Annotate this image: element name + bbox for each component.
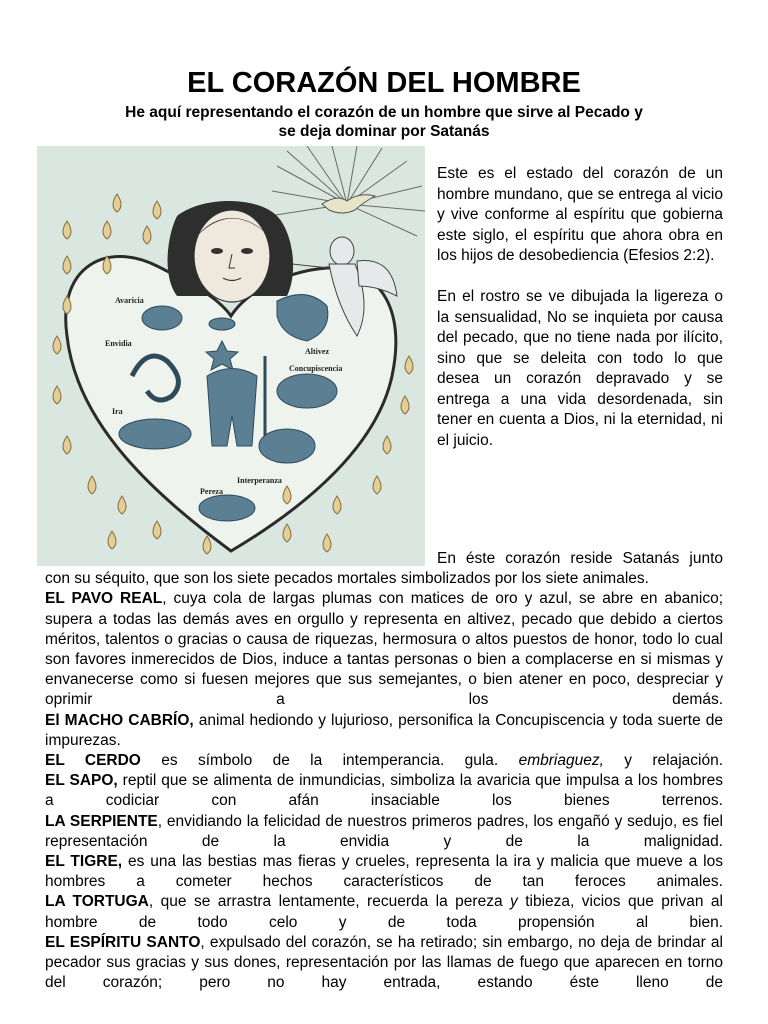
intro-paragraph: En éste corazón reside Satanás junto con su séquito, que son los siete pecados mortales simbolizados por los siete animales. [45, 550, 723, 588]
label-concupiscencia: Concupiscencia [289, 364, 343, 373]
espiritu-text: , expulsado del corazón, se ha retirado; sin embargo, no deja de brindar al pecador sus gracias y sus dones, representación por las llamas de fuego que aparecen en torno del corazón; pero no hay entrada, estando éste lleno de [45, 933, 723, 992]
sapo-paragraph [45, 771, 723, 811]
side-column [437, 164, 723, 472]
flame-icon [383, 436, 391, 454]
flame-icon [401, 396, 409, 414]
flame-icon [63, 256, 71, 274]
tortuga-text-2: tibieza, vicios que privan al hombre de todo celo y de toda propensión al bien. [45, 893, 723, 931]
serpiente-term: LA SERPIENTE [45, 812, 158, 830]
heart-drawing [37, 146, 425, 566]
pavo-term: EL PAVO REAL [45, 590, 163, 608]
dove-rays [269, 146, 425, 236]
flame-icon [108, 531, 116, 549]
flame-icon [53, 386, 61, 404]
macho-text: animal hediondo y lujurioso, personifica la Concupiscencia y toda suerte de impurezas. [45, 711, 724, 749]
flame-icon [405, 356, 413, 374]
sapo-text: reptil que se alimenta de inmundicias, simboliza la avaricia que impulsa a los hombres a codiciar con afán insaciable los bienes terrenos. [45, 772, 723, 810]
label-avaricia: Avaricia [115, 296, 144, 305]
label-interperanza: Interperanza [237, 476, 282, 485]
side-paragraph-1: Este es el estado del corazón de un hombre mundano, que se entrega al vicio y vive conforme al espíritu que gobierna este siglo, el espíritu que ahora obra en los hijos de desobediencia (Efesios 2:2). [437, 165, 723, 264]
label-envidia: Envidia [105, 339, 132, 348]
pavo-text: , cuya cola de largas plumas con matices de oro y azul, se abre en abanico; supera a todas las demás aves en orgullo y representa en altivez, pecado que debido a ciertos méritos, talentos o gracias o causa de riquezas, hermosura o altos puestos de honor, todo lo cual son favores inmerecidos de Dios, induce a tantas personas o bien a complacerse en si mismas y envanecerse como si fuesen mejores que sus semejantes, o bien atener en poco, despreciar y oprimir a los demás. [45, 590, 723, 709]
flame-icon [153, 201, 161, 219]
tortuga-italic: y [510, 893, 518, 911]
tigre-term: EL TIGRE, [45, 853, 123, 871]
serpiente-text: , envidiando la felicidad de nuestros primeros padres, los engañó y sedujo, es fiel representación de la envidia y de la malignidad. [45, 812, 723, 850]
tortuga-term: LA TORTUGA [45, 893, 149, 911]
flame-icon [63, 221, 71, 239]
sapo-term: EL SAPO, [45, 772, 118, 790]
head-figure [168, 201, 294, 302]
flame-icon [118, 496, 126, 514]
tigre-text: es una las bestias mas fieras y crueles, representa la ira y malicia que mueve a los hombres a cometer hechos característicos de tan feroces animales. [45, 853, 723, 891]
flame-icon [283, 524, 291, 542]
flame-icon [113, 194, 121, 212]
page-subtitle: He aquí representando el corazón de un hombre que sirve al Pecado y se deja dominar por Satanás [125, 104, 643, 140]
toad-icon [142, 306, 182, 330]
pavo-paragraph [45, 589, 723, 710]
cerdo-text-2: y relajación. [603, 752, 724, 770]
eye-icon [209, 318, 235, 330]
turtle-icon [199, 495, 255, 521]
flame-icon [88, 476, 96, 494]
body-column [45, 549, 723, 993]
flame-icon [103, 221, 111, 239]
flame-icon [373, 476, 381, 494]
label-altivez: Altivez [305, 347, 329, 356]
cerdo-paragraph [45, 751, 723, 771]
tigre-paragraph [45, 852, 723, 892]
tortuga-paragraph [45, 892, 723, 932]
page-title: EL CORAZÓN DEL HOMBRE [187, 67, 581, 99]
label-pereza: Pereza [200, 487, 223, 496]
tortuga-text: , que se arrastra lentamente, recuerda la pereza [148, 893, 511, 911]
macho-paragraph [45, 711, 723, 751]
espiritu-term: EL ESPÍRITU SANTO [45, 933, 201, 951]
flame-icon [63, 436, 71, 454]
pig-icon [259, 429, 315, 463]
cerdo-text: es símbolo de la intemperancia. gula. [140, 752, 519, 770]
flame-icon [53, 336, 61, 354]
espiritu-paragraph [45, 933, 723, 994]
heart-illustration [37, 146, 425, 566]
label-ira: Ira [112, 407, 123, 416]
flame-icon [153, 521, 161, 539]
goat-icon [277, 374, 337, 408]
serpiente-paragraph [45, 812, 723, 852]
flame-icon [333, 496, 341, 514]
side-paragraph-2: En el rostro se ve dibujada la ligereza o la sensualidad, No se inquieta por causa del pecado, que no tiene nada por ilícito, sino que se deleita con todo lo que desea un corazón depravado y se entrega a una vida desordenada, sin tener en cuenta a Dios, ni la eternidad, ni el juicio. [437, 288, 723, 449]
macho-term: El MACHO CABRÍO, [45, 711, 194, 729]
flame-icon [143, 226, 151, 244]
cerdo-term: EL CERDO [45, 752, 141, 770]
tiger-icon [119, 419, 191, 449]
cerdo-italic: embriaguez, [518, 752, 604, 770]
